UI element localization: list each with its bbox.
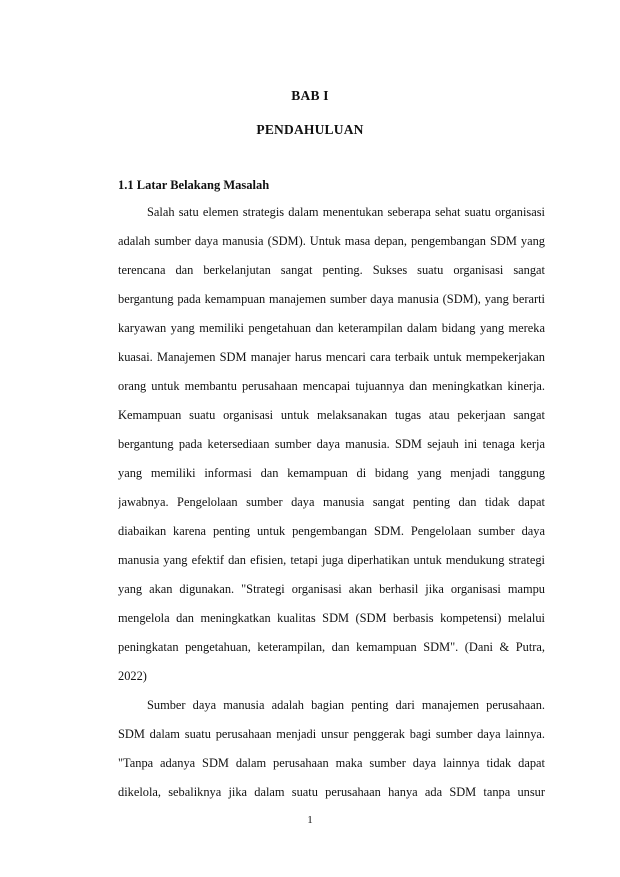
paragraph-line: "Tanpa adanya SDM dalam perusahaan maka sumber daya lainnya tidak dapat (118, 756, 545, 770)
paragraph-line: jawabnya. Pengelolaan sumber daya manusia sangat penting dan tidak dapat (118, 495, 545, 509)
paragraph-line: karyawan yang memiliki pengetahuan dan keterampilan dalam bidang yang mereka (118, 321, 545, 335)
paragraph-line: peningkatan pengetahuan, keterampilan, dan kemampuan SDM". (Dani & Putra, (118, 640, 545, 654)
paragraph-line: orang untuk membantu perusahaan mencapai tujuannya dan meningkatkan kinerja. (118, 379, 545, 393)
paragraph-line: mengelola dan meningkatkan kualitas SDM (SDM berbasis kompetensi) melalui (118, 611, 545, 625)
paragraph-line: yang memiliki informasi dan kemampuan di bidang yang menjadi tanggung (118, 466, 545, 480)
paragraph-line: 2022) (118, 669, 147, 683)
paragraph-line: manusia yang efektif dan efisien, tetapi juga diperhatikan untuk mendukung strategi (118, 553, 545, 567)
paragraph-line: Kemampuan suatu organisasi untuk melaksanakan tugas atau pekerjaan sangat (118, 408, 545, 422)
page-number: 1 (307, 814, 313, 826)
paragraph-line: bergantung pada ketersediaan sumber daya manusia. SDM sejauh ini tenaga kerja (118, 437, 545, 451)
paragraph-line: SDM dalam suatu perusahaan menjadi unsur penggerak bagi sumber daya lainnya. (118, 727, 545, 741)
chapter-number: BAB I (291, 88, 329, 103)
paragraph-line: adalah sumber daya manusia (SDM). Untuk masa depan, pengembangan SDM yang (118, 234, 545, 248)
paragraph-line: terencana dan berkelanjutan sangat penting. Sukses suatu organisasi sangat (118, 263, 545, 277)
paragraph-line: Sumber daya manusia adalah bagian penting dari manajemen perusahaan. (147, 698, 545, 712)
paragraph-line: bergantung pada kemampuan manajemen sumber daya manusia (SDM), yang berarti (118, 292, 545, 306)
paragraph-line: kuasai. Manajemen SDM manajer harus mencari cara terbaik untuk mempekerjakan (118, 350, 545, 364)
paragraph-line: diabaikan karena penting untuk pengembangan SDM. Pengelolaan sumber daya (118, 524, 545, 538)
paragraph-line: dikelola, sebaliknya jika dalam suatu perusahaan hanya ada SDM tanpa unsur (118, 785, 545, 799)
section-heading: 1.1 Latar Belakang Masalah (118, 178, 270, 192)
chapter-title: PENDAHULUAN (256, 122, 364, 137)
paragraph-line: Salah satu elemen strategis dalam menentukan seberapa sehat suatu organisasi (147, 205, 545, 219)
paragraph-line: yang akan digunakan. "Strategi organisasi akan berhasil jika organisasi mampu (118, 582, 545, 596)
